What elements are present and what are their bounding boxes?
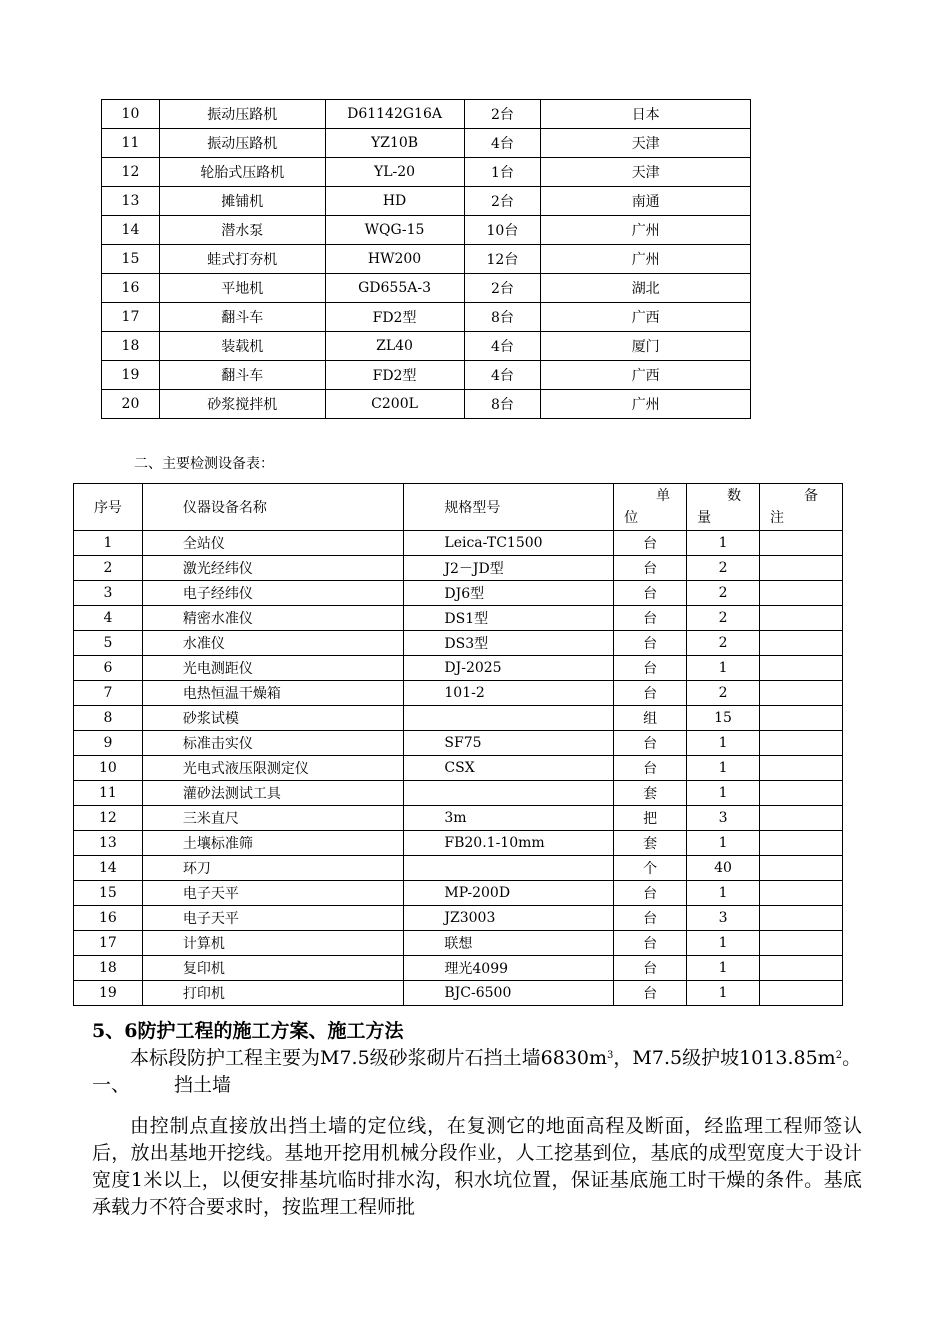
equipment-name: 打印机 (142, 981, 404, 1006)
equipment-row (74, 881, 843, 906)
equipment-model: 理光4099 (404, 956, 614, 981)
equipment-unit: 台 (614, 556, 687, 581)
equipment-unit: 台 (614, 906, 687, 931)
equipment-model: SF75 (404, 731, 614, 756)
header-qty (687, 484, 760, 531)
equipment-no: 13 (74, 831, 143, 856)
equipment-row (74, 631, 843, 656)
machine-no: 18 (102, 332, 160, 361)
equipment-note (760, 831, 843, 856)
equipment-name: 光电测距仪 (142, 656, 404, 681)
equipment-model: J2－JD型 (404, 556, 614, 581)
equipment-unit: 套 (614, 781, 687, 806)
machine-qty: 8台 (464, 303, 541, 332)
intro-text-1: 本标段防护工程主要为M7.5级砂浆砌片石挡土墙6830m (130, 1047, 608, 1069)
equipment-model: 101-2 (404, 681, 614, 706)
machine-model: YZ10B (325, 129, 464, 158)
equipment-note (760, 731, 843, 756)
machine-qty: 10台 (464, 216, 541, 245)
machine-origin: 厦门 (541, 332, 751, 361)
equipment-note (760, 806, 843, 831)
equipment-note (760, 706, 843, 731)
machine-name: 振动压路机 (159, 129, 325, 158)
equipment-no: 19 (74, 981, 143, 1006)
machine-name: 蛙式打夯机 (159, 245, 325, 274)
equipment-row (74, 806, 843, 831)
section-body: 由控制点直接放出挡土墙的定位线，在复测它的地面高程及断面，经监理工程师签认后，放出基地开挖线。基地开挖用机械分段作业，人工挖基到位，基底的成型宽度大于设计宽度1米以上，以便安排基坑临时排水沟，积水坑位置，保证基底施工时干燥的条件。基底承载力不符合要求时，按监理工程师批 (92, 1115, 862, 1218)
equipment-no: 7 (74, 681, 143, 706)
equipment-unit: 台 (614, 656, 687, 681)
equipment-no: 4 (74, 606, 143, 631)
equipment-name: 激光经纬仪 (142, 556, 404, 581)
equipment-unit: 个 (614, 856, 687, 881)
machine-name: 砂浆搅拌机 (159, 390, 325, 419)
equipment-model (404, 706, 614, 731)
machine-row (102, 245, 751, 274)
machine-origin: 日本 (541, 100, 751, 129)
equipment-model: DJ-2025 (404, 656, 614, 681)
equipment-name: 全站仪 (142, 531, 404, 556)
equipment-qty: 3 (687, 806, 760, 831)
equipment-qty: 2 (687, 581, 760, 606)
machine-no: 13 (102, 187, 160, 216)
machine-no: 15 (102, 245, 160, 274)
protection-works-section (92, 1018, 862, 1221)
equipment-qty: 3 (687, 906, 760, 931)
machine-origin: 天津 (541, 158, 751, 187)
machine-no: 19 (102, 361, 160, 390)
equipment-row (74, 581, 843, 606)
equipment-unit: 台 (614, 681, 687, 706)
intro-superscript-1: 3 (607, 1050, 614, 1061)
equipment-note (760, 981, 843, 1006)
equipment-name: 复印机 (142, 956, 404, 981)
machine-model: ZL40 (325, 332, 464, 361)
equipment-qty: 1 (687, 781, 760, 806)
machine-row (102, 187, 751, 216)
equipment-note (760, 531, 843, 556)
equipment-name: 电热恒温干燥箱 (142, 681, 404, 706)
equipment-note (760, 556, 843, 581)
equipment-row (74, 756, 843, 781)
equipment-row (74, 981, 843, 1006)
equipment-name: 电子天平 (142, 906, 404, 931)
machine-model: YL-20 (325, 158, 464, 187)
header-note-top: 备 (804, 488, 819, 504)
header-note-bottom: 注 (770, 510, 785, 526)
machine-no: 10 (102, 100, 160, 129)
machine-qty: 2台 (464, 187, 541, 216)
header-unit-bottom: 位 (624, 510, 639, 526)
machine-row (102, 390, 751, 419)
equipment-unit: 台 (614, 956, 687, 981)
machine-row (102, 303, 751, 332)
machine-qty: 12台 (464, 245, 541, 274)
intro-text-2: ，M7.5级护坡1013.85m (613, 1047, 836, 1069)
equipment-row (74, 606, 843, 631)
machine-name: 振动压路机 (159, 100, 325, 129)
machine-no: 17 (102, 303, 160, 332)
machine-origin: 南通 (541, 187, 751, 216)
machine-qty: 1台 (464, 158, 541, 187)
equipment-model: MP-200D (404, 881, 614, 906)
equipment-note (760, 931, 843, 956)
equipment-no: 15 (74, 881, 143, 906)
equipment-unit: 台 (614, 606, 687, 631)
equipment-unit: 套 (614, 831, 687, 856)
machine-row (102, 129, 751, 158)
machine-row (102, 332, 751, 361)
machine-name: 翻斗车 (159, 303, 325, 332)
equipment-row (74, 531, 843, 556)
machine-qty: 2台 (464, 274, 541, 303)
machine-no: 12 (102, 158, 160, 187)
equipment-name: 砂浆试模 (142, 706, 404, 731)
machine-model: D61142G16A (325, 100, 464, 129)
equipment-name: 电子天平 (142, 881, 404, 906)
equipment-note (760, 956, 843, 981)
machine-row (102, 274, 751, 303)
machine-origin: 广西 (541, 303, 751, 332)
machine-origin: 湖北 (541, 274, 751, 303)
machine-model: C200L (325, 390, 464, 419)
machine-row (102, 361, 751, 390)
subsection-heading (92, 1072, 862, 1099)
equipment-qty: 2 (687, 681, 760, 706)
equipment-row (74, 781, 843, 806)
equipment-name: 计算机 (142, 931, 404, 956)
intro-text-3: 。 (842, 1047, 862, 1069)
equipment-no: 2 (74, 556, 143, 581)
equipment-row (74, 856, 843, 881)
equipment-note (760, 631, 843, 656)
equipment-no: 14 (74, 856, 143, 881)
equipment-table (73, 483, 843, 1006)
header-name: 仪器设备名称 (142, 484, 404, 531)
equipment-row (74, 681, 843, 706)
equipment-row (74, 731, 843, 756)
equipment-qty: 2 (687, 606, 760, 631)
equipment-qty: 40 (687, 856, 760, 881)
equipment-unit: 把 (614, 806, 687, 831)
machine-no: 20 (102, 390, 160, 419)
machine-no: 16 (102, 274, 160, 303)
equipment-no: 1 (74, 531, 143, 556)
section-intro (92, 1045, 862, 1072)
header-unit-top: 单 (656, 488, 671, 504)
machine-model: FD2型 (325, 361, 464, 390)
equipment-qty: 1 (687, 981, 760, 1006)
equipment-name: 土壤标准筛 (142, 831, 404, 856)
machine-model: FD2型 (325, 303, 464, 332)
equipment-no: 17 (74, 931, 143, 956)
machine-row (102, 100, 751, 129)
machine-row (102, 158, 751, 187)
equipment-row (74, 906, 843, 931)
equipment-row (74, 556, 843, 581)
equipment-note (760, 581, 843, 606)
equipment-model: DJ6型 (404, 581, 614, 606)
equipment-qty: 15 (687, 706, 760, 731)
machine-model: HD (325, 187, 464, 216)
machine-origin: 广州 (541, 216, 751, 245)
equipment-unit: 台 (614, 756, 687, 781)
header-note (760, 484, 843, 531)
equipment-model (404, 856, 614, 881)
equipment-note (760, 881, 843, 906)
machine-origin: 广州 (541, 390, 751, 419)
equipment-row (74, 656, 843, 681)
equipment-name: 三米直尺 (142, 806, 404, 831)
equipment-note (760, 756, 843, 781)
equipment-model: CSX (404, 756, 614, 781)
header-model: 规格型号 (404, 484, 614, 531)
machine-qty: 4台 (464, 332, 541, 361)
machine-qty: 2台 (464, 100, 541, 129)
equipment-qty: 1 (687, 831, 760, 856)
header-no: 序号 (74, 484, 143, 531)
equipment-note (760, 681, 843, 706)
header-qty-bottom: 量 (697, 510, 712, 526)
machine-name: 平地机 (159, 274, 325, 303)
equipment-model (404, 781, 614, 806)
equipment-qty: 2 (687, 556, 760, 581)
equipment-qty: 1 (687, 731, 760, 756)
equipment-note (760, 856, 843, 881)
equipment-row (74, 831, 843, 856)
blank-line (92, 1099, 862, 1113)
equipment-no: 8 (74, 706, 143, 731)
equipment-qty: 1 (687, 931, 760, 956)
machine-name: 轮胎式压路机 (159, 158, 325, 187)
machine-origin: 天津 (541, 129, 751, 158)
equipment-qty: 2 (687, 631, 760, 656)
equipment-unit: 台 (614, 731, 687, 756)
equipment-unit: 台 (614, 981, 687, 1006)
equipment-row (74, 706, 843, 731)
equipment-name: 水准仪 (142, 631, 404, 656)
equipment-unit: 台 (614, 881, 687, 906)
equipment-no: 5 (74, 631, 143, 656)
equipment-no: 12 (74, 806, 143, 831)
section-heading: 5、6防护工程的施工方案、施工方法 (92, 1020, 404, 1042)
equipment-unit: 台 (614, 531, 687, 556)
subsection-number: 一、 (92, 1074, 131, 1096)
header-qty-top: 数 (727, 488, 742, 504)
equipment-model: Leica-TC1500 (404, 531, 614, 556)
equipment-no: 6 (74, 656, 143, 681)
machine-name: 翻斗车 (159, 361, 325, 390)
equipment-unit: 台 (614, 631, 687, 656)
machine-no: 14 (102, 216, 160, 245)
equipment-no: 9 (74, 731, 143, 756)
equipment-name: 标准击实仪 (142, 731, 404, 756)
equipment-table-title: 二、主要检测设备表： (134, 456, 274, 472)
equipment-name: 电子经纬仪 (142, 581, 404, 606)
equipment-model: DS3型 (404, 631, 614, 656)
machine-qty: 4台 (464, 129, 541, 158)
equipment-model: BJC-6500 (404, 981, 614, 1006)
equipment-model: 联想 (404, 931, 614, 956)
equipment-note (760, 656, 843, 681)
machine-row (102, 216, 751, 245)
equipment-no: 3 (74, 581, 143, 606)
equipment-row (74, 931, 843, 956)
equipment-name: 灌砂法测试工具 (142, 781, 404, 806)
machine-origin: 广西 (541, 361, 751, 390)
machine-origin: 广州 (541, 245, 751, 274)
header-unit (614, 484, 687, 531)
equipment-name: 光电式液压限测定仪 (142, 756, 404, 781)
equipment-name: 环刀 (142, 856, 404, 881)
equipment-model: FB20.1-10mm (404, 831, 614, 856)
equipment-qty: 1 (687, 881, 760, 906)
equipment-qty: 1 (687, 656, 760, 681)
equipment-note (760, 906, 843, 931)
equipment-qty: 1 (687, 956, 760, 981)
equipment-header-row (74, 484, 843, 531)
machine-name: 潜水泵 (159, 216, 325, 245)
equipment-no: 11 (74, 781, 143, 806)
equipment-qty: 1 (687, 756, 760, 781)
equipment-name: 精密水准仪 (142, 606, 404, 631)
equipment-note (760, 781, 843, 806)
subsection-title: 挡土墙 (174, 1074, 232, 1096)
machine-qty: 4台 (464, 361, 541, 390)
equipment-note (760, 606, 843, 631)
equipment-unit: 组 (614, 706, 687, 731)
equipment-model: JZ3003 (404, 906, 614, 931)
machine-name: 摊铺机 (159, 187, 325, 216)
equipment-unit: 台 (614, 931, 687, 956)
machine-no: 11 (102, 129, 160, 158)
intro-superscript-2: 2 (835, 1050, 843, 1061)
equipment-no: 16 (74, 906, 143, 931)
equipment-no: 18 (74, 956, 143, 981)
equipment-model: DS1型 (404, 606, 614, 631)
machine-qty: 8台 (464, 390, 541, 419)
machine-name: 装载机 (159, 332, 325, 361)
machine-model: GD655A-3 (325, 274, 464, 303)
equipment-qty: 1 (687, 531, 760, 556)
equipment-no: 10 (74, 756, 143, 781)
machine-model: HW200 (325, 245, 464, 274)
equipment-row (74, 956, 843, 981)
machine-model: WQG-15 (325, 216, 464, 245)
equipment-model: 3m (404, 806, 614, 831)
machine-table (101, 99, 751, 419)
equipment-unit: 台 (614, 581, 687, 606)
